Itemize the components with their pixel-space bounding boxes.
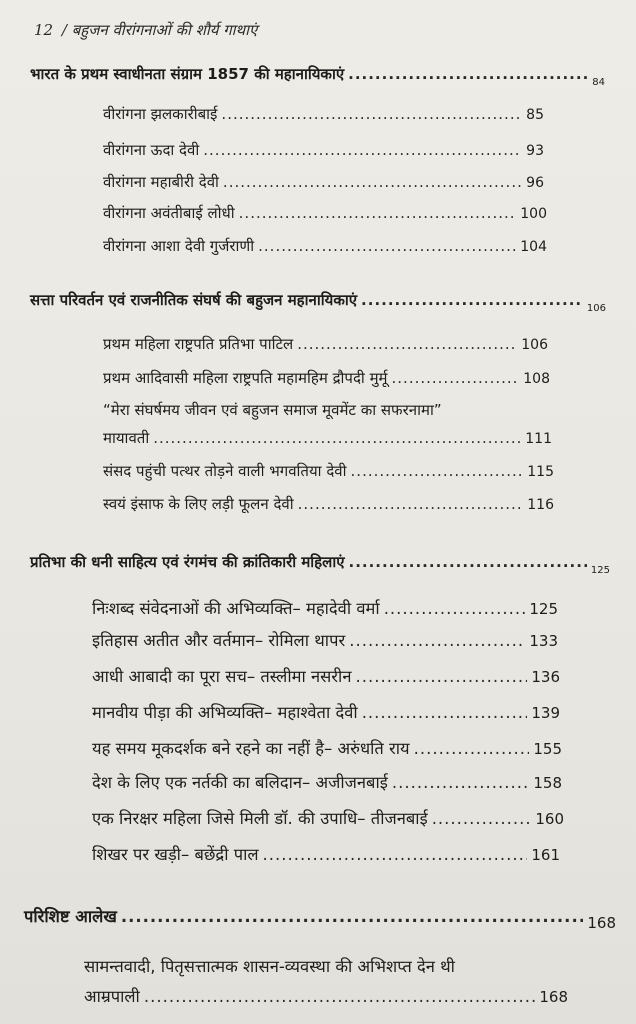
entry-title: निःशब्द संवेदनाओं की अभिव्यक्ति– महादेवी वर्मा [92, 599, 380, 618]
dot-leader [223, 173, 522, 191]
entry-title: मानवीय पीड़ा की अभिव्यक्ति– महाश्वेता देवी [92, 703, 358, 722]
toc-entry [103, 461, 554, 481]
section-title: सत्ता परिवर्तन एवं राजनीतिक संघर्ष की बहुजन महानायिकाएं [30, 291, 358, 309]
section-page: 84 [592, 77, 605, 88]
entry-title: वीरांगना अवंतीबाई लोधी [103, 204, 235, 222]
dot-leader [349, 631, 525, 650]
book-title: बहुजन वीरांगनाओं की शौर्य गाथाएं [71, 21, 258, 39]
entry-page: 161 [531, 846, 560, 864]
toc-section-2 [30, 290, 606, 314]
entry-page: 136 [531, 668, 560, 686]
entry-title: वीरांगना झलकारीबाई [103, 105, 218, 123]
toc-entry [92, 700, 560, 723]
section-title: परिशिष्ट आलेख [24, 907, 117, 926]
dot-leader [153, 429, 521, 447]
running-head [34, 20, 257, 40]
dot-leader [361, 291, 583, 309]
toc-section-3 [30, 552, 610, 576]
section-page: 106 [586, 303, 606, 314]
toc-entry [84, 984, 568, 1007]
dot-leader [384, 599, 526, 618]
entry-page: 168 [539, 988, 568, 1006]
running-head-separator: / [61, 21, 67, 39]
page-number: 12 [34, 21, 54, 39]
toc-entry [103, 236, 547, 256]
entry-title: यह समय मूकदर्शक बने रहने का नहीं है– अरुंधति राय [92, 739, 410, 758]
dot-leader [349, 553, 587, 571]
toc-entry [103, 334, 548, 354]
dot-leader [414, 739, 530, 758]
dot-leader [121, 907, 584, 926]
dot-leader [355, 667, 527, 686]
section-title: भारत के प्रथम स्वाधीनता संग्राम 1857 की महानायिकाएं [30, 65, 345, 83]
toc-entry [103, 203, 547, 223]
entry-page: 100 [520, 206, 547, 222]
dot-leader [348, 65, 588, 83]
dot-leader [392, 773, 530, 792]
toc-entry [103, 172, 544, 192]
dot-leader [239, 204, 517, 222]
entry-title: वीरांगना आशा देवी गुर्जराणी [103, 237, 255, 255]
entry-page: 125 [529, 600, 558, 618]
dot-leader [362, 703, 528, 722]
toc-entry [92, 596, 558, 619]
toc-entry [92, 770, 562, 793]
toc-entry [103, 368, 550, 388]
dot-leader [221, 105, 522, 123]
entry-title: वीरांगना ऊदा देवी [103, 141, 200, 159]
entry-page: 133 [529, 632, 558, 650]
toc-entry [92, 664, 560, 687]
entry-page: 104 [520, 239, 547, 255]
toc-entry [92, 842, 560, 865]
toc-section-1 [30, 64, 605, 88]
entry-title: देश के लिए एक नर्तकी का बलिदान– अजीजनबाई [92, 773, 388, 792]
toc-entry [103, 104, 544, 124]
toc-entry [103, 428, 552, 448]
entry-page: 108 [523, 371, 550, 387]
entry-page: 85 [526, 107, 544, 123]
dot-leader [297, 335, 517, 353]
entry-page: 139 [531, 704, 560, 722]
entry-page: 96 [526, 175, 544, 191]
dot-leader [392, 369, 520, 387]
entry-title: आधी आबादी का पूरा सच– तस्लीमा नसरीन [92, 667, 352, 686]
entry-title-line1: सामन्तवादी, पितृसत्तात्मक शासन-व्यवस्था की अभिशप्त देन थी [84, 957, 455, 976]
entry-page: 158 [533, 774, 562, 792]
entry-page: 93 [526, 143, 544, 159]
entry-title: प्रथम आदिवासी महिला राष्ट्रपति महामहिम द्रौपदी मुर्मू [103, 369, 388, 387]
toc-entry [103, 140, 544, 160]
entry-title: स्वयं इंसाफ के लिए लड़ी फूलन देवी [103, 495, 294, 513]
toc-entry [92, 628, 558, 651]
dot-leader [263, 845, 528, 864]
dot-leader [203, 141, 522, 159]
entry-title: वीरांगना महाबीरी देवी [103, 173, 219, 191]
section-page: 168 [587, 914, 616, 932]
entry-title: मायावती [103, 429, 150, 447]
toc-section-4 [24, 904, 616, 932]
dot-leader [258, 237, 516, 255]
entry-title: संसद पहुंची पत्थर तोड़ने वाली भगवतिया देवी [103, 462, 347, 480]
entry-page: 160 [535, 810, 564, 828]
dot-leader [432, 809, 532, 828]
dot-leader [298, 495, 524, 513]
entry-title: इतिहास अतीत और वर्तमान– रोमिला थापर [92, 631, 346, 650]
entry-page: 115 [527, 464, 554, 480]
entry-page: 111 [525, 431, 552, 447]
entry-title-line1: “मेरा संघर्षमय जीवन एवं बहुजन समाज मूवमेंट का सफरनामा” [103, 401, 442, 419]
entry-page: 116 [527, 497, 554, 513]
section-page: 125 [590, 565, 610, 576]
toc-entry [92, 736, 562, 759]
dot-leader [144, 987, 536, 1006]
section-title: प्रतिभा की धनी साहित्य एवं रंगमंच की क्रांतिकारी महिलाएं [30, 553, 345, 571]
entry-title: आम्रपाली [84, 987, 140, 1006]
entry-page: 155 [533, 740, 562, 758]
dot-leader [351, 462, 524, 480]
entry-title: शिखर पर खड़ी– बछेंद्री पाल [92, 845, 259, 864]
entry-page: 106 [521, 337, 548, 353]
toc-entry [92, 806, 564, 829]
entry-title: प्रथम महिला राष्ट्रपति प्रतिभा पाटिल [103, 335, 294, 353]
entry-title: एक निरक्षर महिला जिसे मिली डॉ. की उपाधि– तीजनबाई [92, 809, 428, 828]
toc-entry [103, 494, 554, 514]
